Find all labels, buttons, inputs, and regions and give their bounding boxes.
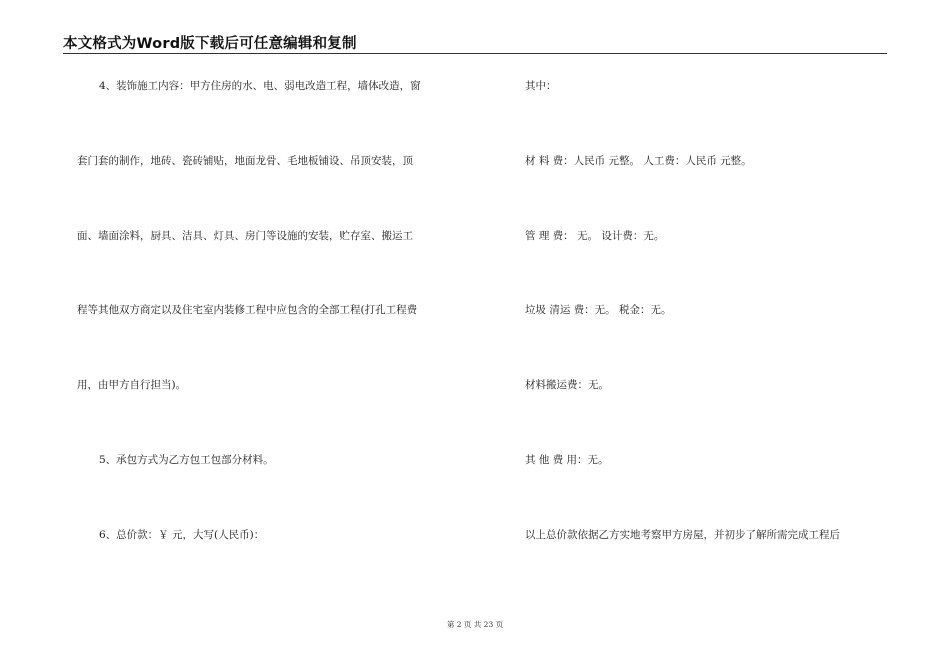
paragraph-line: 6、总价款：￥ 元，大写(人民币)： <box>99 529 265 541</box>
paragraph-line: 材料搬运费：无。 <box>525 379 609 391</box>
paragraph-line: 材 料 费：人民币 元整。 人工费：人民币 元整。 <box>525 155 752 167</box>
paragraph-line: 4、装饰施工内容：甲方住房的水、电、弱电改造工程，墙体改造，窗 <box>99 80 421 92</box>
paragraph-line: 垃圾 清运 费：无。 税金：无。 <box>525 304 672 316</box>
page-header <box>0 0 950 54</box>
paragraph-line: 5、承包方式为乙方包工包部分材料。 <box>99 454 274 466</box>
paragraph-line: 其 他 费 用：无。 <box>525 454 609 466</box>
paragraph-line: 程等其他双方商定以及住宅室内装修工程中应包含的全部工程(打孔工程费 <box>77 304 418 316</box>
paragraph-line: 以上总价款依据乙方实地考察甲方房屋，并初步了解所需完成工程后 <box>525 529 840 541</box>
paragraph-line: 其中： <box>525 80 557 92</box>
paragraph-line: 用，由甲方自行担当)。 <box>77 379 187 391</box>
paragraph-line: 面、墙面涂料，厨具、洁具、灯具、房门等设施的安装，贮存室、搬运工 <box>77 230 413 242</box>
paragraph-line: 管 理 费： 无。 设计费：无。 <box>525 230 665 242</box>
paragraph-line: 套门套的制作，地砖、瓷砖铺贴，地面龙骨、毛地板铺设、吊顶安装，顶 <box>77 155 413 167</box>
header-divider <box>63 53 887 54</box>
document-header-title: 本文格式为Word版下载后可任意编辑和复制 <box>63 36 357 52</box>
page-number-footer: 第 2 页 共 23 页 <box>446 620 504 629</box>
